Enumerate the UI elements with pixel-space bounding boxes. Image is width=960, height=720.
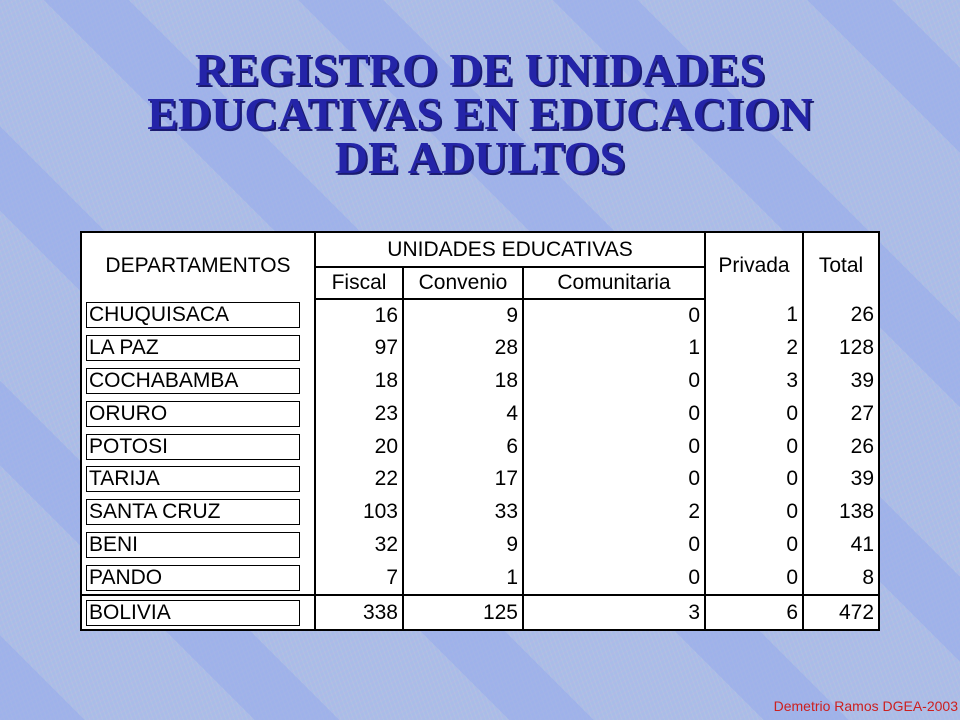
- privada-value: 0: [705, 561, 803, 595]
- privada-value: 1: [705, 299, 803, 332]
- convenio-value: 18: [403, 365, 523, 398]
- total-value: 8: [862, 565, 875, 589]
- total-value: 39: [850, 467, 875, 491]
- convenio-value: 28: [403, 332, 523, 365]
- table-row: [82, 561, 878, 595]
- total-value: 26: [850, 434, 875, 458]
- fiscal-value: 32: [315, 528, 403, 561]
- department-cell: [82, 595, 315, 629]
- comunitaria-value: 0: [523, 397, 705, 430]
- header-convenio: Convenio: [403, 267, 523, 299]
- comunitaria-value: 0: [523, 561, 705, 595]
- comunitaria-value: 0: [523, 299, 705, 332]
- fiscal-value: 338: [315, 595, 403, 629]
- header-privada: Privada: [705, 233, 803, 299]
- department-cell: [82, 365, 315, 398]
- fiscal-value: 103: [315, 496, 403, 529]
- table-row: [82, 528, 878, 561]
- department-cell: [82, 463, 315, 496]
- fiscal-value: 22: [315, 463, 403, 496]
- privada-value: 0: [705, 496, 803, 529]
- department-name: ORURO: [86, 401, 300, 427]
- department-cell: [82, 528, 315, 561]
- total-value: 39: [850, 368, 875, 392]
- comunitaria-value: 3: [523, 595, 705, 629]
- fiscal-value: 18: [315, 365, 403, 398]
- privada-value: 3: [705, 365, 803, 398]
- header-fiscal: Fiscal: [315, 267, 403, 299]
- privada-value: 0: [705, 463, 803, 496]
- department-cell: [82, 561, 315, 595]
- privada-value: 2: [705, 332, 803, 365]
- table-row: [82, 463, 878, 496]
- table-row: [82, 496, 878, 529]
- header-total: Total: [818, 254, 864, 277]
- fiscal-value: 23: [315, 397, 403, 430]
- data-table-container: [80, 231, 880, 631]
- table-row: [82, 430, 878, 463]
- total-value: 472: [803, 595, 878, 629]
- convenio-value: 4: [403, 397, 523, 430]
- convenio-value: 33: [403, 496, 523, 529]
- convenio-value: 1: [403, 561, 523, 595]
- total-value: 41: [850, 532, 875, 556]
- table-row: [82, 299, 878, 332]
- table-row: [82, 332, 878, 365]
- department-name: SANTA CRUZ: [86, 499, 300, 525]
- fiscal-value: 16: [315, 299, 403, 332]
- total-value: 27: [850, 401, 875, 425]
- privada-value: 6: [705, 595, 803, 629]
- comunitaria-value: 0: [523, 430, 705, 463]
- comunitaria-value: 0: [523, 463, 705, 496]
- header-unidades-educativas: UNIDADES EDUCATIVAS: [315, 233, 705, 267]
- convenio-value: 125: [403, 595, 523, 629]
- fiscal-value: 7: [315, 561, 403, 595]
- privada-value: 0: [705, 528, 803, 561]
- header-comunitaria: Comunitaria: [523, 267, 705, 299]
- slide-title: REGISTRO DE UNIDADES EDUCATIVAS EN EDUCACION DE ADULTOS: [147, 44, 813, 183]
- department-name: BENI: [86, 532, 300, 558]
- convenio-value: 9: [403, 528, 523, 561]
- department-name: POTOSI: [86, 434, 300, 460]
- department-name: COCHABAMBA: [86, 368, 300, 394]
- department-name: LA PAZ: [86, 335, 300, 361]
- department-cell: [82, 397, 315, 430]
- total-row: [82, 595, 878, 629]
- comunitaria-value: 1: [523, 332, 705, 365]
- country-name: BOLIVIA: [86, 600, 300, 626]
- department-cell: [82, 332, 315, 365]
- comunitaria-value: 2: [523, 496, 705, 529]
- convenio-value: 6: [403, 430, 523, 463]
- fiscal-value: 20: [315, 430, 403, 463]
- fiscal-value: 97: [315, 332, 403, 365]
- convenio-value: 17: [403, 463, 523, 496]
- department-name: PANDO: [86, 565, 300, 591]
- department-name: TARIJA: [86, 466, 300, 492]
- comunitaria-value: 0: [523, 528, 705, 561]
- total-value: 26: [850, 303, 875, 327]
- header-departamentos: DEPARTAMENTOS: [82, 233, 315, 299]
- author-credit: Demetrio Ramos DGEA-2003: [773, 698, 958, 714]
- table-body: [82, 299, 878, 629]
- units-table: [82, 233, 878, 629]
- table-row: [82, 365, 878, 398]
- department-cell: [82, 430, 315, 463]
- table-row: [82, 397, 878, 430]
- total-value: 138: [838, 500, 875, 524]
- privada-value: 0: [705, 430, 803, 463]
- total-value: 128: [838, 336, 875, 360]
- department-name: CHUQUISACA: [86, 302, 300, 328]
- comunitaria-value: 0: [523, 365, 705, 398]
- privada-value: 0: [705, 397, 803, 430]
- convenio-value: 9: [403, 299, 523, 332]
- department-cell: [82, 496, 315, 529]
- department-cell: [82, 299, 315, 332]
